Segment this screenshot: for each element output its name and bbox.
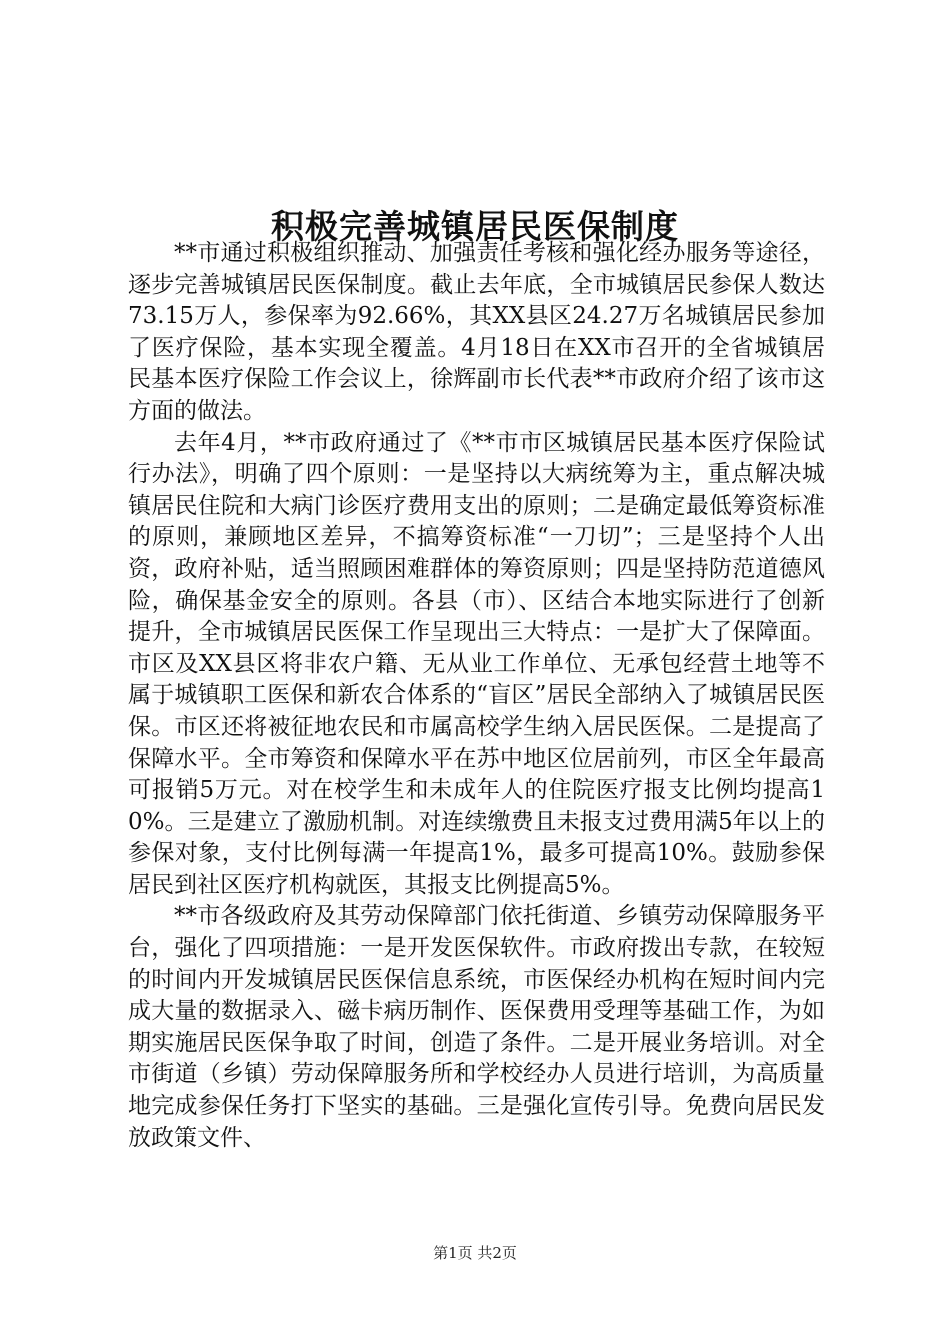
paragraph-3: **市各级政府及其劳动保障部门依托街道、乡镇劳动保障服务平台，强化了四项措施：一是开发医保软件。市政府拨出专款，在较短的时间内开发城镇居民医保信息系统，市医保经办机构在短时间内完成大量的数据录入、磁卡病历制作、医保费用受理等基础工作，为如期实施居民医保争取了时间，创造了条件。二是开展业务培训。对全市街道（乡镇）劳动保障服务所和学校经办人员进行培训，为高质量地完成参保任务打下坚实的基础。三是强化宣传引导。免费向居民发放政策文件、: [128, 903, 825, 1151]
document-body: [128, 238, 825, 1154]
page-footer: [0, 1243, 950, 1263]
document-title: 积极完善城镇居民医保制度: [271, 207, 679, 247]
paragraph-1: **市通过积极组织推动、加强责任考核和强化经办服务等途径，逐步完善城镇居民医保制度。截止去年底，全市城镇居民参保人数达73.15万人，参保率为92.66%，其XX县区24.27万名城镇居民参加了医疗保险，基本实现全覆盖。4月18日在XX市召开的全省城镇居民基本医疗保险工作会议上，徐辉副市长代表**市政府介绍了该市这方面的做法。: [128, 240, 825, 424]
page-number: 第1页 共2页: [433, 1244, 517, 1262]
paragraph-2: 去年4月，**市政府通过了《**市市区城镇居民基本医疗保险试行办法》，明确了四个原则：一是坚持以大病统筹为主，重点解决城镇居民住院和大病门诊医疗费用支出的原则；二是确定最低筹资标准的原则，兼顾地区差异，不搞筹资标准“一刀切”；三是坚持个人出资，政府补贴，适当照顾困难群体的筹资原则；四是坚持防范道德风险，确保基金安全的原则。各县（市）、区结合本地实际进行了创新提升，全市城镇居民医保工作呈现出三大特点：一是扩大了保障面。市区及XX县区将非农户籍、无从业工作单位、无承包经营土地等不属于城镇职工医保和新农合体系的“盲区”居民全部纳入了城镇居民医保。市区还将被征地农民和市属高校学生纳入居民医保。二是提高了保障水平。全市筹资和保障水平在苏中地区位居前列，市区全年最高可报销5万元。对在校学生和未成年人的住院医疗报支比例均提高10%。三是建立了激励机制。对连续缴费且未报支过费用满5年以上的参保对象，支付比例每满一年提高1%，最多可提高10%。鼓励参保居民到社区医疗机构就医，其报支比例提高5%。: [128, 429, 825, 898]
